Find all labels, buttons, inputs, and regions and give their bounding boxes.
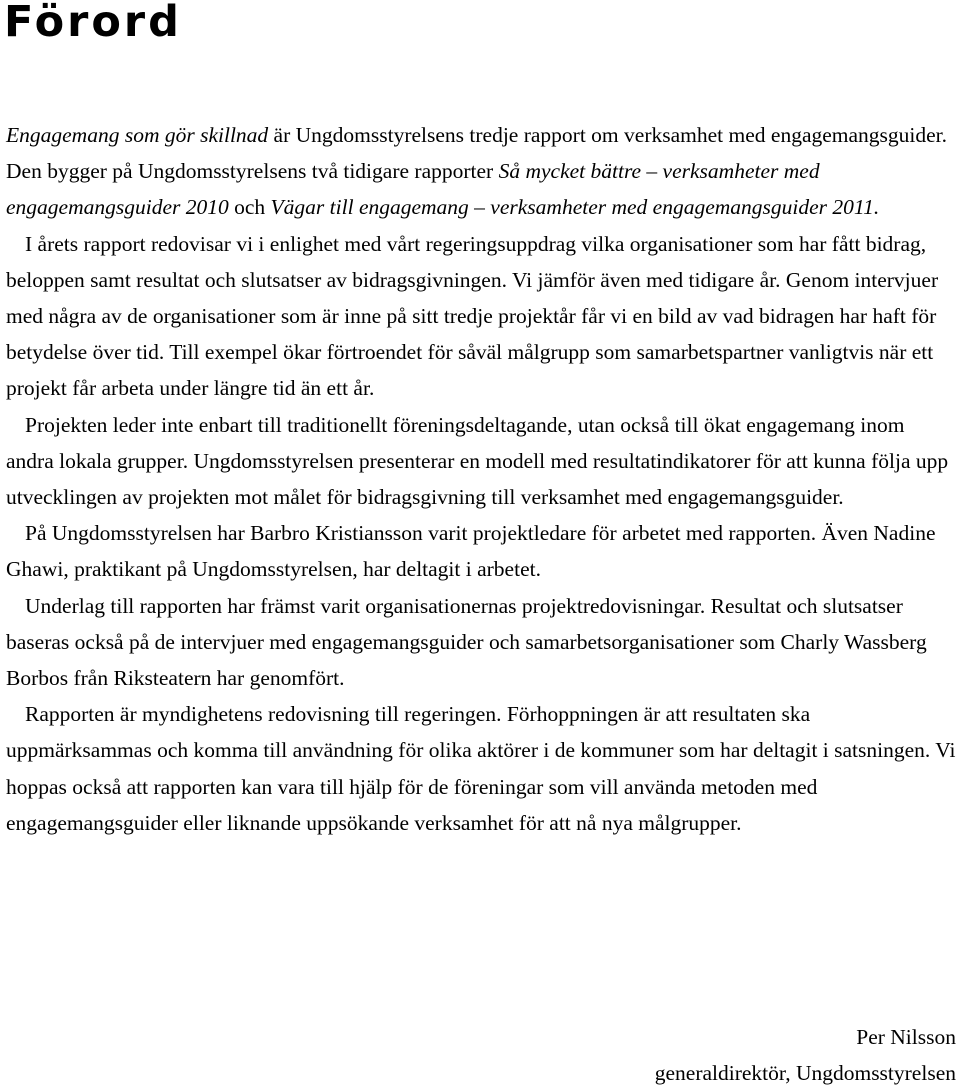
- signature-title: generaldirektör, Ungdomsstyrelsen: [654, 1061, 956, 1085]
- paragraph-intro-text-a: är Ungdomsstyrelsens tredje rapport om verksamhet med engagemangsguider. Den bygger på Ungdomsstyrelsens två tidigare rapporter: [6, 123, 948, 184]
- paragraph-intro-text-b: och: [228, 195, 271, 220]
- paragraph-intro: [6, 117, 956, 226]
- page-title: Förord: [4, 0, 182, 47]
- signature-name: Per Nilsson: [856, 1025, 956, 1049]
- previous-report-title-1: Så mycket bättre – verksamheter med engagemangsguider 2010: [6, 159, 820, 220]
- signature-block: [655, 1019, 956, 1091]
- paragraph-project-lead: På Ungdomsstyrelsen har Barbro Kristiansson varit projektledare för arbetet med rapporten. Även Nadine Ghawi, praktikant på Ungdomsstyrelsen, har deltagit i arbetet.: [6, 521, 936, 582]
- paragraph-purpose: Rapporten är myndighetens redovisning till regeringen. Förhoppningen är att resultaten ska uppmärksammas och komma till användning för olika aktörer i de kommuner som har deltagit i satsningen. Vi hoppas också att rapporten kan vara till hjälp för de föreningar som vill använda metoden med engagemangsguider eller liknande uppsökande verksamhet för att nå nya målgrupper.: [6, 702, 956, 835]
- document-body: [6, 117, 956, 841]
- paragraph-report-contents: I årets rapport redovisar vi i enlighet med vårt regeringsuppdrag vilka organisationer som har fått bidrag, beloppen samt resultat och slutsatser av bidragsgivningen. Vi jämför även med tidigare år. Genom intervjuer med några av de organisationer som är inne på sitt tredje projektår får vi en bild av vad bidragen har haft för betydelse över tid. Till exempel ökar förtroendet för såväl målgrupp som samarbetspartner vanligtvis när ett projekt får arbeta under längre tid än ett år.: [6, 231, 939, 401]
- report-title-italic: Engagemang som gör skillnad: [6, 123, 269, 147]
- paragraph-projects: Projekten leder inte enbart till traditionellt föreningsdeltagande, utan också till ökat engagemang inom andra lokala grupper. Ungdomsstyrelsen presenterar en modell med resultatindikatorer för att kunna följa upp utvecklingen av projekten mot målet för bidragsgivning till verksamhet med engagemangsguider.: [6, 412, 949, 510]
- paragraph-sources: Underlag till rapporten har främst varit organisationernas projektredovisningar. Resultat och slutsatser baseras också på de intervjuer med engagemangsguider och samarbetsorganisationer som Charly Wassberg Borbos från Riksteatern har genomfört.: [6, 593, 927, 691]
- previous-report-title-2: Vägar till engagemang – verksamheter med engagemangsguider 2011.: [270, 195, 880, 220]
